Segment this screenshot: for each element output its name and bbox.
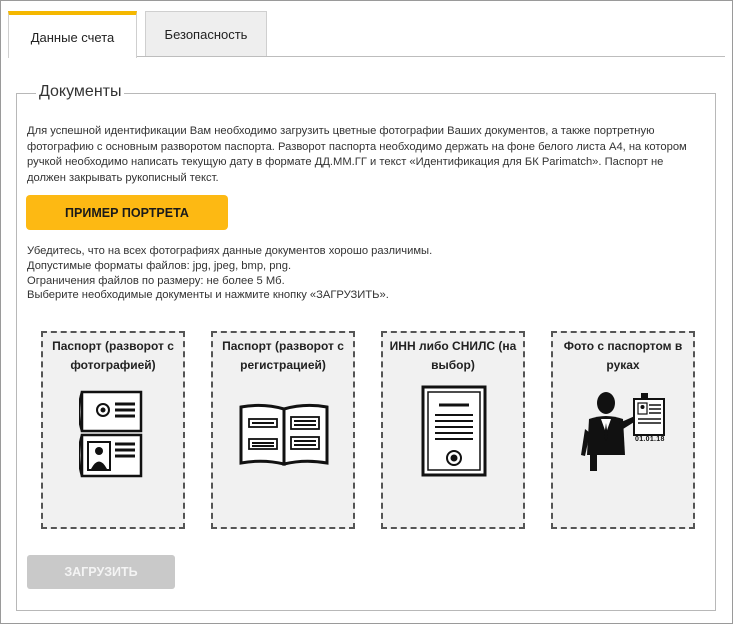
file-requirements [27,244,697,303]
tab-bar [0,11,733,57]
certificate-icon [421,385,487,477]
person-with-passport-icon [579,389,671,475]
card-title: ИНН либо СНИЛС (на выбор) [389,339,517,372]
upload-card-passport-photo[interactable] [41,331,185,529]
tab-security[interactable] [145,11,267,56]
portrait-example-button[interactable]: ПРИМЕР ПОРТРЕТА [26,195,228,230]
info-line: Выберите необходимые документы и нажмите кнопку «ЗАГРУЗИТЬ». [27,289,389,302]
upload-card-passport-registration[interactable] [211,331,355,529]
tab-account-data[interactable] [8,11,137,58]
card-title: Паспорт (разворот с фотографией) [52,339,174,372]
tab-security-label: Безопасность [164,26,248,42]
upload-card-photo-with-passport[interactable] [551,331,695,529]
intro-text: Для успешной идентификации Вам необходимо загрузить цветные фотографии Ваших документов, а также портретную фотографию с основным разворотом паспорта. Разворот паспорта необходимо держать на фоне белого листа А4, на котором ручкой необходимо написать текущую дату в формате ДД.ММ.ГГ и текст «Идентификация для БК Parimatch». Паспорт не должен закрывать рукописный текст. [27,125,687,184]
card-title: Фото с паспортом в руках [563,339,683,372]
passport-photo-icon [79,388,147,480]
info-line: Допустимые форматы файлов: jpg, jpeg, bmp, png. [27,259,292,272]
passport-date-label: 01.01.18 [635,436,665,443]
open-passport-icon [237,401,331,467]
upload-card-inn-snils[interactable] [381,331,525,529]
tab-account-data-label: Данные счета [30,30,115,45]
upload-button[interactable]: ЗАГРУЗИТЬ [27,555,175,589]
info-line: Убедитесь, что на всех фотографиях данные документов хорошо различимы. [27,245,433,257]
info-line: Ограничения файлов по размеру: не более 5 Мб. [27,274,285,287]
card-title: Паспорт (разворот с регистрацией) [222,339,344,372]
documents-legend: Документы [36,83,124,101]
